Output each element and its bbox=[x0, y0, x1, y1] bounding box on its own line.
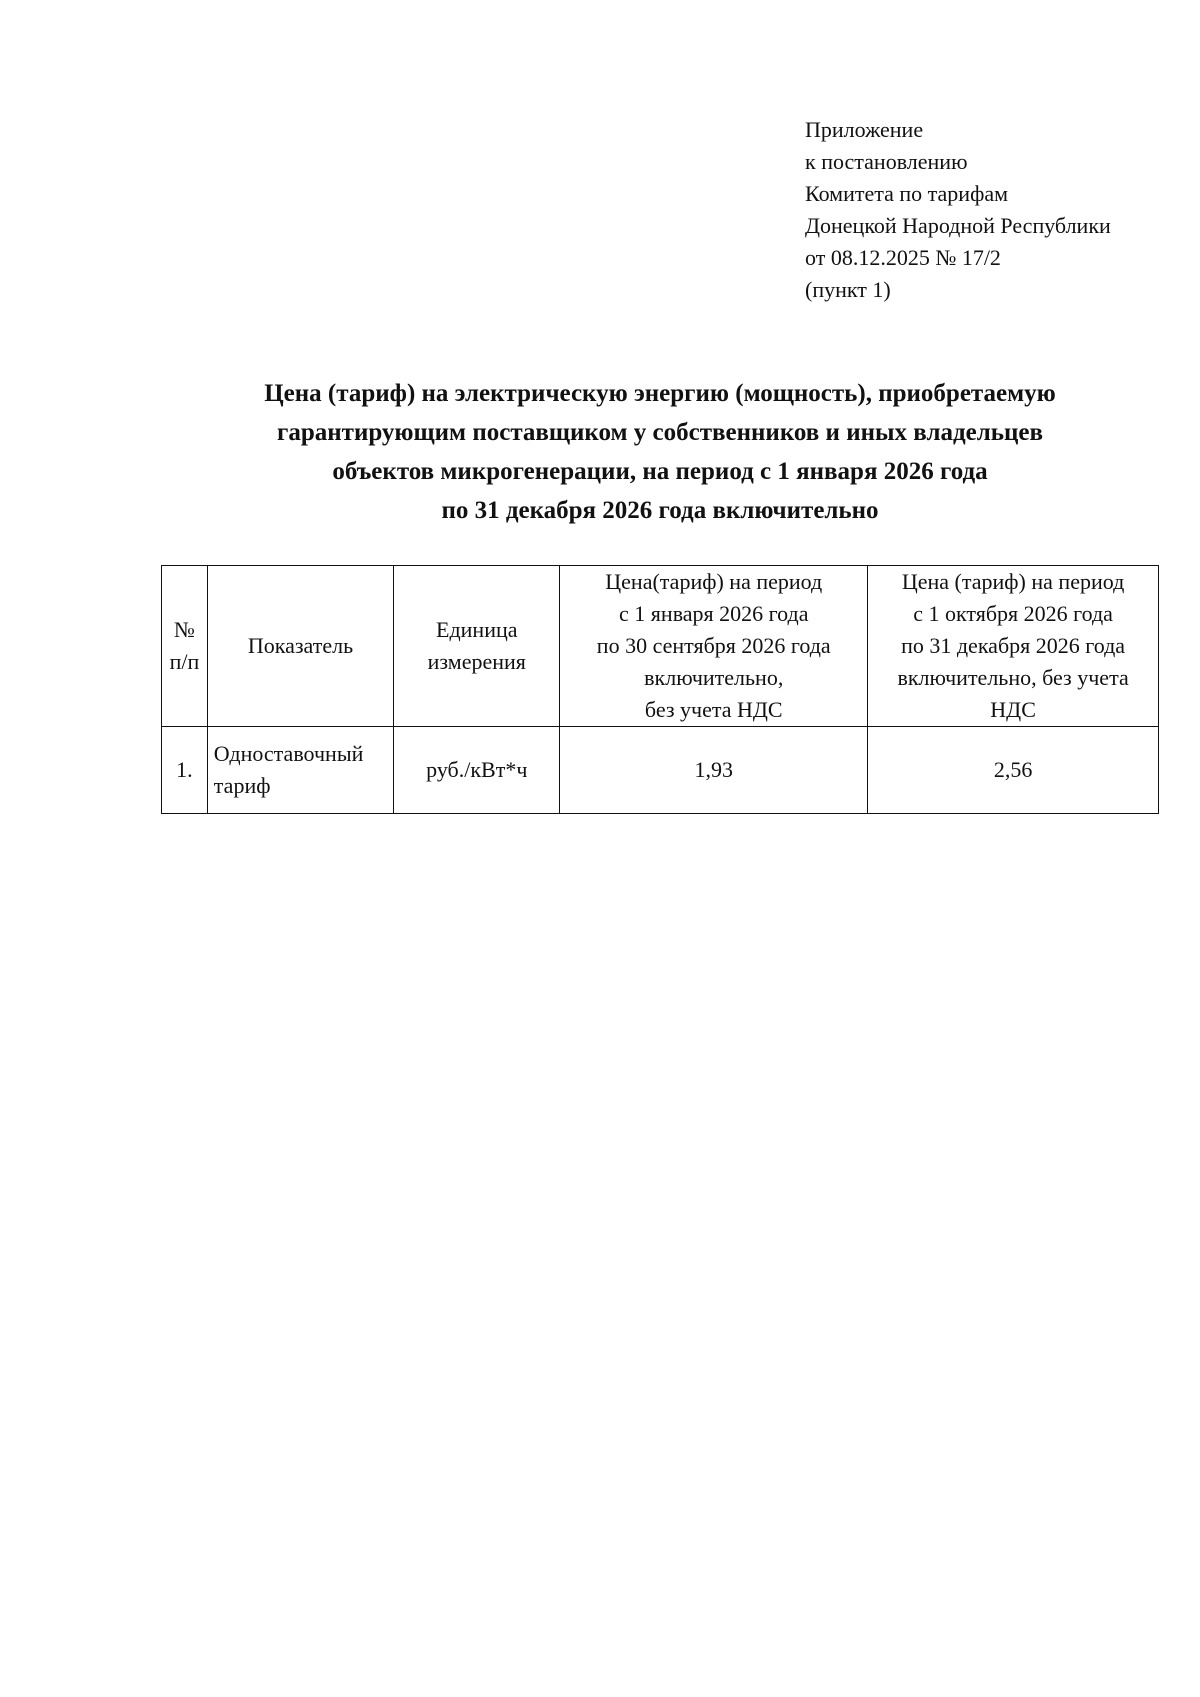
row-unit: руб./кВт*ч bbox=[394, 727, 560, 814]
appendix-line: Приложение bbox=[805, 117, 924, 142]
row-indicator-line: Одноставочный bbox=[213, 741, 364, 766]
header-period2 bbox=[868, 566, 1159, 727]
table-header bbox=[162, 566, 1159, 727]
header-period1 bbox=[560, 566, 868, 727]
title-line: гарантирующим поставщиком у собственников и иных владельцев bbox=[277, 419, 1043, 446]
row-indicator bbox=[207, 727, 393, 814]
header-num bbox=[162, 566, 208, 727]
header-period2-line: по 31 декабря 2026 года bbox=[901, 633, 1126, 658]
header-period1-line: по 30 сентября 2026 года bbox=[596, 633, 831, 658]
title-line: по 31 декабря 2026 года включительно bbox=[441, 497, 879, 524]
header-period2-line: НДС bbox=[990, 697, 1036, 722]
header-period2-line: Цена (тариф) на период bbox=[901, 569, 1125, 594]
header-num-line: № bbox=[173, 617, 195, 642]
table-body bbox=[162, 727, 1159, 814]
header-indicator-line: Показатель bbox=[247, 633, 354, 658]
header-num-line: п/п bbox=[169, 649, 200, 674]
header-indicator bbox=[207, 566, 393, 727]
header-period1-line: включительно, bbox=[644, 665, 784, 690]
appendix-line: к постановлению bbox=[805, 149, 968, 174]
header-period1-line: Цена(тариф) на период bbox=[605, 569, 823, 594]
appendix-line: от 08.12.2025 № 17/2 bbox=[805, 245, 1001, 270]
header-period2-line: с 1 октября 2026 года bbox=[913, 601, 1113, 626]
tariff-table bbox=[161, 565, 1159, 814]
table-row bbox=[162, 727, 1159, 814]
title-line: Цена (тариф) на электрическую энергию (мощность), приобретаемую bbox=[264, 380, 1056, 407]
header-unit-line: измерения bbox=[427, 649, 526, 674]
row-price-period2: 2,56 bbox=[868, 727, 1159, 814]
row-price-period1: 1,93 bbox=[560, 727, 868, 814]
appendix-line: Комитета по тарифам bbox=[805, 181, 1009, 206]
title-line: объектов микрогенерации, на период с 1 января 2026 года bbox=[332, 458, 988, 485]
row-num: 1. bbox=[162, 727, 208, 814]
appendix-line: (пункт 1) bbox=[805, 277, 891, 302]
header-period1-line: с 1 января 2026 года bbox=[619, 601, 809, 626]
header-row bbox=[162, 566, 1159, 727]
row-indicator-line: тариф bbox=[213, 773, 271, 798]
document-title bbox=[140, 374, 1180, 530]
header-unit-line: Единица bbox=[436, 617, 518, 642]
header-period2-line: включительно, без учета bbox=[897, 665, 1129, 690]
header-unit bbox=[394, 566, 560, 727]
appendix-reference bbox=[805, 114, 1111, 306]
header-period1-line: без учета НДС bbox=[644, 697, 783, 722]
appendix-line: Донецкой Народной Республики bbox=[805, 213, 1111, 238]
